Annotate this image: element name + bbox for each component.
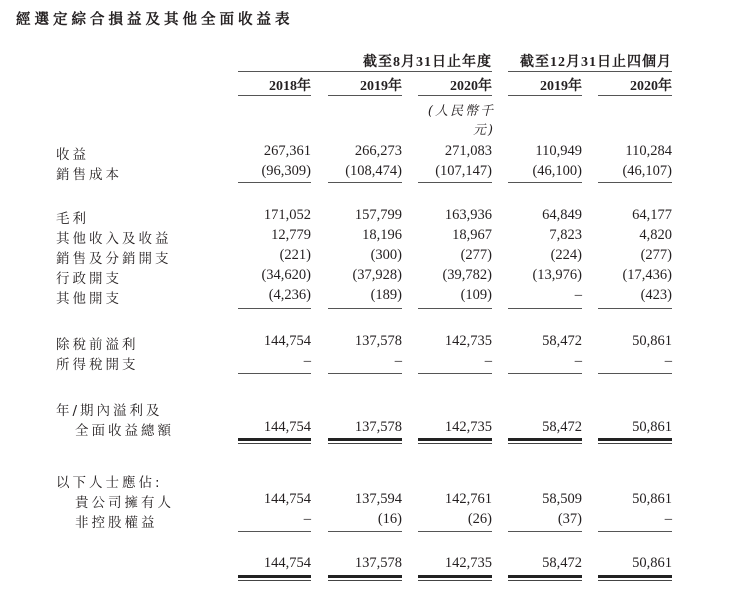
- underline: [328, 373, 402, 374]
- column-header-2020-4m: 2020年: [598, 75, 672, 96]
- row-label: 年/期內溢利及: [56, 403, 163, 419]
- underline: [238, 531, 311, 532]
- table-row-profit-header: [0, 399, 730, 418]
- cell: –: [303, 511, 311, 527]
- underline: [418, 531, 492, 532]
- cell: 64,177: [632, 207, 672, 223]
- cell: (17,436): [622, 267, 672, 283]
- cell: 157,799: [354, 207, 402, 223]
- table-row-total-comprehensive-income: [0, 419, 730, 438]
- underline: [508, 308, 582, 309]
- row-label: 所得稅開支: [56, 357, 139, 373]
- table-row-cost-of-sales: [0, 163, 730, 182]
- table-row-gross-profit: [0, 207, 730, 226]
- cell: –: [574, 353, 582, 369]
- cell: 142,761: [444, 491, 492, 507]
- cell: (26): [467, 511, 492, 527]
- cell: 266,273: [354, 143, 402, 159]
- underline: [508, 373, 582, 374]
- cell: 50,861: [632, 419, 672, 435]
- row-label: 以下人士應佔:: [56, 475, 163, 491]
- cell: 18,196: [362, 227, 402, 243]
- underline: [418, 373, 492, 374]
- cell: 144,754: [263, 491, 311, 507]
- underline: [238, 308, 311, 309]
- row-label: 其他收入及收益: [56, 231, 172, 247]
- cell: 64,849: [542, 207, 582, 223]
- cell: 144,754: [263, 555, 311, 571]
- table-row-profit-before-tax: [0, 333, 730, 352]
- cell: 7,823: [549, 227, 582, 243]
- cell: –: [574, 287, 582, 303]
- underline: [598, 182, 672, 183]
- underline: [508, 182, 582, 183]
- cell: (107,147): [435, 163, 492, 179]
- double-underline: [508, 575, 582, 581]
- period-header-four-months: 截至12月31日止四個月: [508, 51, 672, 72]
- cell: 144,754: [263, 333, 311, 349]
- cell: 50,861: [632, 555, 672, 571]
- double-underline: [418, 575, 492, 581]
- cell: –: [664, 353, 672, 369]
- cell: 18,967: [452, 227, 492, 243]
- cell: (34,620): [261, 267, 311, 283]
- statement-title: 經選定綜合損益及其他全面收益表: [16, 12, 294, 28]
- underline: [508, 531, 582, 532]
- cell: (16): [377, 511, 402, 527]
- table-row-other-income: [0, 227, 730, 246]
- table-row-attributable-header: [0, 471, 730, 490]
- double-underline: [328, 575, 402, 581]
- cell: (423): [640, 287, 672, 303]
- cell: 50,861: [632, 333, 672, 349]
- row-label: 全面收益總額: [75, 423, 174, 439]
- cell: (96,309): [261, 163, 311, 179]
- currency-unit-note: (人民幣千元): [427, 104, 495, 138]
- row-label: 除稅前溢利: [56, 337, 139, 353]
- table-row-other-expenses: [0, 287, 730, 306]
- cell: (189): [370, 287, 402, 303]
- cell: 137,594: [354, 491, 402, 507]
- cell: (300): [370, 247, 402, 263]
- cell: 137,578: [354, 555, 402, 571]
- row-label: 非控股權益: [75, 515, 158, 531]
- cell: (224): [550, 247, 582, 263]
- cell: 271,083: [444, 143, 492, 159]
- table-row-admin-expenses: [0, 267, 730, 286]
- cell: 142,735: [444, 555, 492, 571]
- cell: 50,861: [632, 491, 672, 507]
- column-header-2019-4m: 2019年: [508, 75, 582, 96]
- underline: [418, 182, 492, 183]
- period-header-year-ended: 截至8月31日止年度: [238, 51, 492, 72]
- table-row-selling-expenses: [0, 247, 730, 266]
- cell: (13,976): [532, 267, 582, 283]
- cell: (4,236): [268, 287, 311, 303]
- cell: (108,474): [345, 163, 402, 179]
- cell: –: [394, 353, 402, 369]
- row-label: 毛利: [56, 211, 89, 227]
- row-label: 貴公司擁有人: [75, 495, 174, 511]
- cell: 4,820: [639, 227, 672, 243]
- table-row-owners-of-company: [0, 491, 730, 510]
- column-header-2018: 2018年: [238, 75, 311, 96]
- cell: 137,578: [354, 333, 402, 349]
- cell: 110,949: [535, 143, 582, 159]
- cell: (39,782): [442, 267, 492, 283]
- cell: 58,472: [542, 333, 582, 349]
- cell: 12,779: [271, 227, 311, 243]
- cell: –: [484, 353, 492, 369]
- cell: (46,107): [622, 163, 672, 179]
- underline: [328, 531, 402, 532]
- cell: 137,578: [354, 419, 402, 435]
- column-header-2020: 2020年: [418, 75, 492, 96]
- row-label: 銷售及分銷開支: [56, 251, 172, 267]
- underline: [598, 373, 672, 374]
- cell: 58,472: [542, 555, 582, 571]
- cell: (37): [557, 511, 582, 527]
- underline: [598, 308, 672, 309]
- cell: (46,100): [532, 163, 582, 179]
- double-underline: [418, 438, 492, 444]
- double-underline: [598, 438, 672, 444]
- cell: 171,052: [263, 207, 311, 223]
- row-label: 其他開支: [56, 291, 122, 307]
- cell: –: [303, 353, 311, 369]
- table-row-revenue: [0, 143, 730, 162]
- cell: 267,361: [263, 143, 311, 159]
- double-underline: [598, 575, 672, 581]
- cell: (277): [460, 247, 492, 263]
- cell: –: [664, 511, 672, 527]
- underline: [328, 182, 402, 183]
- cell: 58,472: [542, 419, 582, 435]
- cell: (37,928): [352, 267, 402, 283]
- underline: [238, 182, 311, 183]
- cell: 58,509: [542, 491, 582, 507]
- row-label: 行政開支: [56, 271, 122, 287]
- cell: 163,936: [444, 207, 492, 223]
- double-underline: [238, 438, 311, 444]
- cell: (277): [640, 247, 672, 263]
- double-underline: [238, 575, 311, 581]
- double-underline: [508, 438, 582, 444]
- cell: 110,284: [625, 143, 672, 159]
- column-header-2019: 2019年: [328, 75, 402, 96]
- cell: (109): [460, 287, 492, 303]
- row-label: 收益: [56, 147, 89, 163]
- double-underline: [328, 438, 402, 444]
- underline: [328, 308, 402, 309]
- cell: (221): [279, 247, 311, 263]
- underline: [598, 531, 672, 532]
- table-row-total: [0, 555, 730, 574]
- table-row-non-controlling-interests: [0, 511, 730, 530]
- table-row-income-tax: [0, 353, 730, 372]
- underline: [238, 373, 311, 374]
- cell: 144,754: [263, 419, 311, 435]
- cell: 142,735: [444, 333, 492, 349]
- underline: [418, 308, 492, 309]
- cell: 142,735: [444, 419, 492, 435]
- row-label: 銷售成本: [56, 167, 122, 183]
